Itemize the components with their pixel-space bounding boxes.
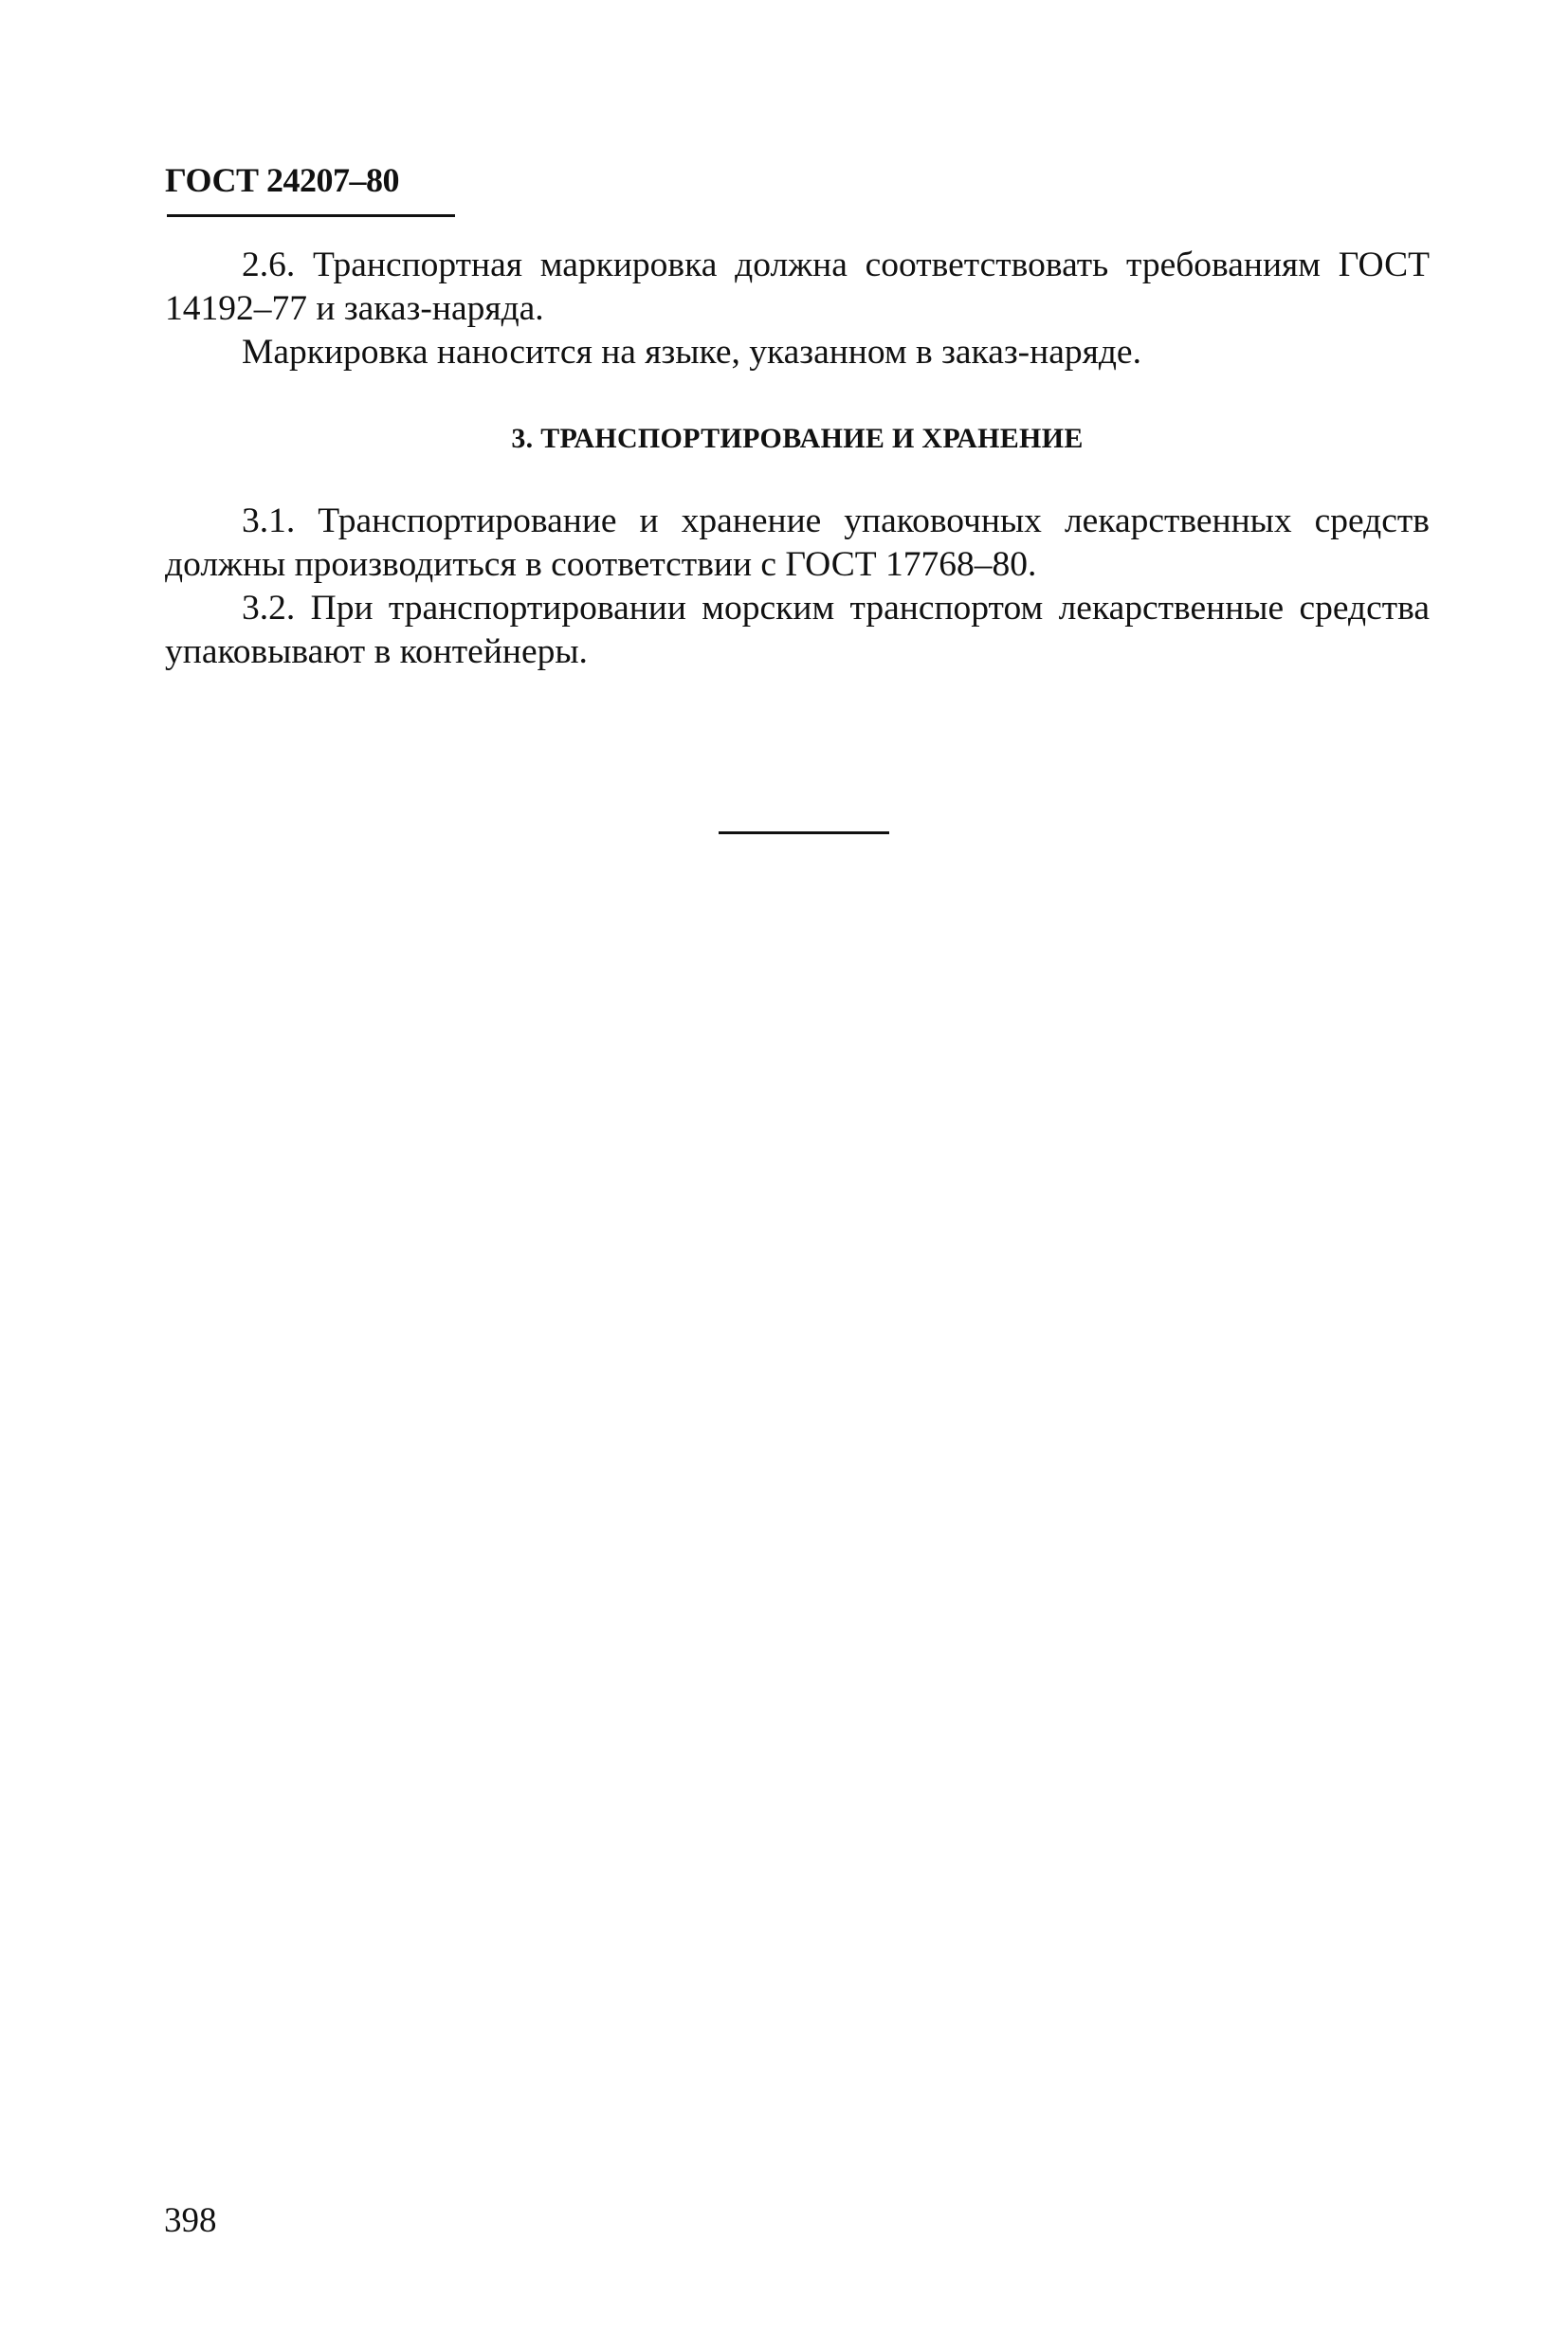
page-number: 398 xyxy=(164,2201,217,2240)
section-3-text xyxy=(165,500,1430,674)
paragraph-3-2: 3.2. При транспортировании морским транспортом лекарственные средства упаковывают в контейнеры. xyxy=(165,589,1430,671)
running-header-standard-code: ГОСТ 24207–80 xyxy=(165,161,399,199)
end-of-document-rule xyxy=(719,831,889,834)
paragraph-2-6: 2.6. Транспортная маркировка должна соответствовать требованиям ГОСТ 14192–77 и заказ-наряда. xyxy=(165,246,1430,328)
paragraph-3-1: 3.1. Транспортирование и хранение упаковочных лекарственных средств должны производиться в соответствии с ГОСТ 17768–80. xyxy=(165,501,1430,584)
section-2-text xyxy=(165,244,1430,374)
paragraph-2-6-language: Маркировка наносится на языке, указанном в заказ-наряде. xyxy=(242,333,1141,372)
header-rule-divider xyxy=(167,214,455,217)
section-3-heading: 3. ТРАНСПОРТИРОВАНИЕ И ХРАНЕНИЕ xyxy=(511,423,1084,454)
